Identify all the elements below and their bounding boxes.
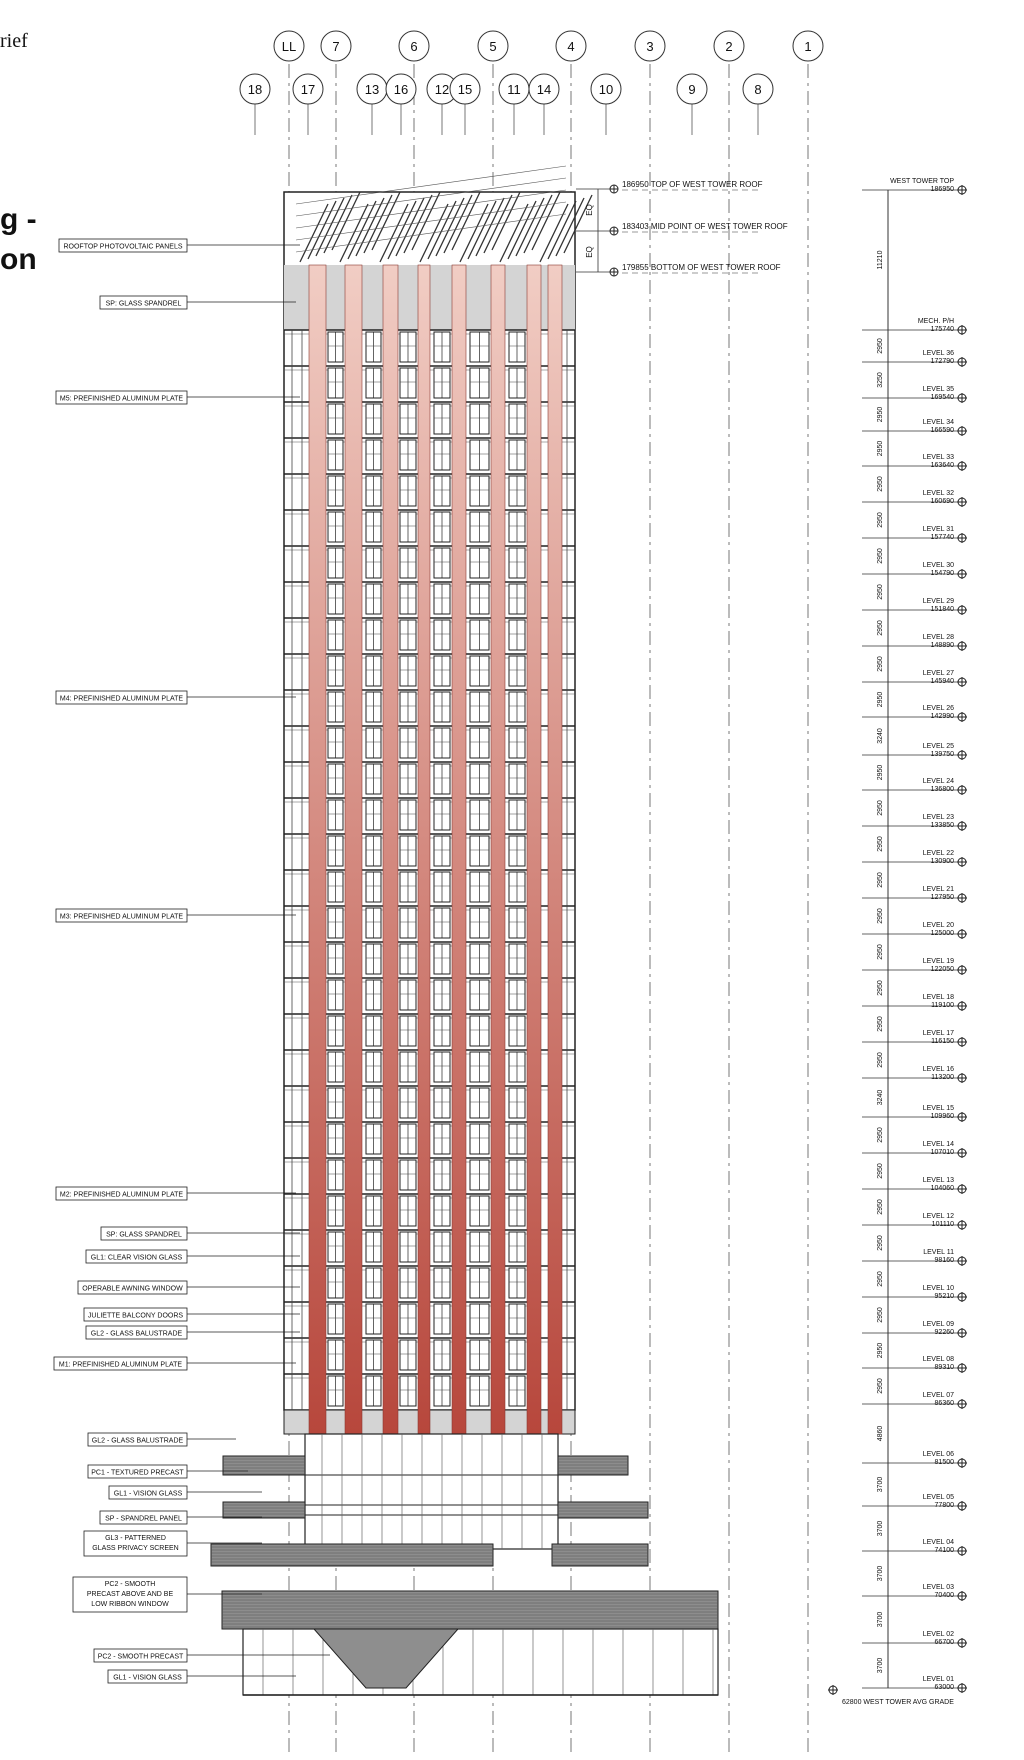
level-elevation: 92260 [934, 1329, 954, 1336]
level-name: LEVEL 31 [922, 526, 954, 533]
level-marker-cross [957, 1328, 967, 1338]
aluminum-fin [345, 265, 362, 1434]
grid-bubble-label: 2 [725, 39, 733, 54]
roof-dim-label: EQ [585, 204, 594, 216]
grid-bubble-label: 5 [489, 39, 497, 54]
material-tag-label: SP: GLASS SPANDREL [105, 300, 182, 308]
level-marker-cross [957, 497, 967, 507]
material-tag-label: M3: PREFINISHED ALUMINUM PLATE [59, 913, 184, 921]
level-dim-label: 2950 [877, 691, 884, 708]
grid-bubble-label: 17 [300, 82, 316, 97]
level-elevation: 125000 [930, 930, 954, 937]
precast-terrace-left [223, 1502, 305, 1518]
level-dim-label: 2950 [877, 406, 884, 423]
level-dim-label: 2950 [877, 1199, 884, 1215]
level-name: LEVEL 09 [922, 1321, 954, 1328]
level-marker-cross [957, 605, 967, 615]
level-name: LEVEL 10 [922, 1285, 954, 1292]
grid-bubble-label: 8 [754, 82, 762, 97]
level-name: LEVEL 18 [922, 994, 954, 1001]
level-marker-cross [957, 929, 967, 939]
level-elevation: 130900 [930, 858, 954, 865]
level-dim-label: 3240 [877, 728, 884, 744]
level-elevation: 109960 [930, 1113, 954, 1120]
level-elevation: 95210 [934, 1293, 954, 1300]
grid-bubble-label: 14 [536, 82, 552, 97]
level-name: LEVEL 07 [922, 1392, 954, 1399]
level-marker-cross [957, 750, 967, 760]
precast-ribbon-band [552, 1544, 648, 1566]
level-elevation: 148890 [930, 642, 954, 649]
level-name: LEVEL 02 [922, 1631, 954, 1638]
level-marker-cross [957, 1148, 967, 1158]
grid-bubble-label: 16 [393, 82, 409, 97]
level-dim-label: 2950 [877, 1016, 884, 1032]
level-name: MECH. P/H [917, 318, 954, 325]
grid-bubble-label: LL [281, 39, 297, 54]
level-name: LEVEL 36 [922, 350, 954, 357]
material-tag-label: GL1 - VISION GLASS [113, 1490, 183, 1498]
level-elevation: 160690 [930, 498, 954, 505]
level-dim-label: 3240 [877, 1089, 884, 1106]
level-marker-cross [957, 1363, 967, 1373]
material-tag-label: ROOFTOP PHOTOVOLTAIC PANELS [63, 243, 183, 251]
level-dim-label: 2950 [877, 620, 884, 636]
level-elevation: 169540 [930, 394, 954, 401]
material-tag-label: M4: PREFINISHED ALUMINUM PLATE [59, 695, 184, 703]
level-dim-label: 2950 [877, 584, 884, 600]
level-marker-cross [957, 461, 967, 471]
level-marker-cross [957, 393, 967, 403]
level-name: LEVEL 21 [922, 886, 954, 893]
level-marker-cross [957, 325, 967, 335]
level-marker-cross [957, 1073, 967, 1083]
level-marker-cross [957, 1638, 967, 1648]
level-elevation: 113200 [931, 1074, 954, 1081]
material-tag-label: PC2 - SMOOTH PRECAST ABOVE AND BE LOW RIBBON WINDOW [86, 1581, 174, 1608]
level-dim-label: 2950 [877, 548, 884, 564]
grid-bubble-label: 3 [646, 39, 654, 54]
level-name: LEVEL 05 [922, 1494, 954, 1501]
level-name: LEVEL 32 [922, 490, 954, 497]
podium-core [305, 1434, 558, 1549]
level-elevation: 186950 [930, 186, 954, 193]
grid-bubble-label: 10 [598, 82, 614, 97]
level-marker-cross [957, 1220, 967, 1230]
level-name: LEVEL 34 [922, 419, 954, 426]
level-name: LEVEL 35 [922, 386, 954, 393]
level-name: LEVEL 08 [922, 1356, 954, 1363]
level-marker-cross [957, 677, 967, 687]
material-tag-label: OPERABLE AWNING WINDOW [82, 1285, 183, 1293]
podium-elevation [211, 1434, 718, 1695]
level-name: LEVEL 26 [922, 705, 954, 712]
level-name: LEVEL 33 [922, 454, 954, 461]
level-marker-cross [957, 533, 967, 543]
level-elevation: 166590 [930, 427, 954, 434]
level-marker-cross [957, 1037, 967, 1047]
level-dim-label: 2950 [877, 476, 884, 492]
level-elevation: 70400 [934, 1592, 954, 1599]
level-dim-label: 2950 [877, 836, 884, 852]
grade-label: 62800 WEST TOWER AVG GRADE [842, 1699, 954, 1706]
header-brief-fragment: rief [0, 30, 28, 52]
level-dim-label: 2950 [877, 800, 884, 816]
level-name: LEVEL 22 [922, 850, 954, 857]
level-dim-label: 3250 [877, 372, 884, 388]
level-dim-label: 3700 [877, 1520, 884, 1537]
level-dim-label: 2950 [877, 1378, 884, 1394]
level-elevation: 154790 [930, 570, 954, 577]
aluminum-fin [418, 265, 430, 1434]
sheet-title-fragment [0, 200, 37, 280]
level-dim-label: 2950 [877, 764, 884, 781]
level-elevation: 89310 [934, 1364, 954, 1371]
level-name: LEVEL 01 [922, 1676, 954, 1683]
level-dim-label: 2950 [877, 440, 884, 457]
level-marker-cross [957, 1256, 967, 1266]
level-marker-cross [957, 185, 967, 195]
level-name: LEVEL 19 [922, 958, 954, 965]
level-marker-cross [957, 1501, 967, 1511]
level-elevation: 63000 [934, 1684, 954, 1691]
material-tag-label: M5: PREFINISHED ALUMINUM PLATE [59, 395, 184, 403]
roof-marker-label: 183403 MID POINT OF WEST TOWER ROOF [622, 222, 788, 231]
level-elevation: 74100 [934, 1547, 954, 1554]
level-elevation: 116150 [931, 1038, 954, 1045]
smooth-precast-canopy [222, 1591, 718, 1629]
aluminum-fin [309, 265, 326, 1434]
level-marker-cross [957, 1001, 967, 1011]
level-dim-label: 11210 [877, 250, 884, 270]
level-dim-label: 2950 [877, 1235, 884, 1251]
level-elevation: 142990 [930, 713, 954, 720]
roof-dim-label: EQ [585, 246, 594, 258]
level-markers [828, 178, 967, 1706]
level-dim-label: 2950 [877, 1127, 884, 1143]
grade-marker-cross [828, 1685, 838, 1695]
material-tag-label: GL2 - GLASS BALUSTRADE [90, 1330, 183, 1338]
level-elevation: 66700 [934, 1639, 954, 1646]
level-name: LEVEL 06 [922, 1451, 954, 1458]
level-name: LEVEL 28 [922, 634, 954, 641]
level-elevation: 157740 [930, 534, 954, 541]
material-tag-label: JULIETTE BALCONY DOORS [87, 1312, 184, 1320]
level-marker-cross [957, 712, 967, 722]
level-marker-cross [957, 641, 967, 651]
level-elevation: 127950 [930, 894, 954, 901]
level-name: WEST TOWER TOP [890, 178, 954, 185]
level-name: LEVEL 24 [922, 778, 954, 785]
roof-marker-label: 186950 TOP OF WEST TOWER ROOF [622, 180, 763, 189]
level-name: LEVEL 27 [922, 670, 954, 677]
material-tag-label: SP - SPANDREL PANEL [105, 1515, 182, 1523]
aluminum-fin [452, 265, 466, 1434]
aluminum-fin [527, 265, 541, 1434]
level-elevation: 175740 [930, 326, 954, 333]
ground-floor-glazing [243, 1629, 718, 1695]
level-name: LEVEL 30 [922, 562, 954, 569]
level-dim-label: 4860 [877, 1425, 884, 1442]
grid-bubble-label: 11 [507, 82, 521, 97]
material-tag-label: M1: PREFINISHED ALUMINUM PLATE [58, 1361, 183, 1369]
level-marker-cross [957, 821, 967, 831]
level-marker-cross [957, 1399, 967, 1409]
material-tag-label: PC1 - TEXTURED PRECAST [91, 1469, 184, 1477]
level-dim-label: 3700 [877, 1476, 884, 1493]
level-dim-label: 2950 [877, 980, 884, 996]
level-name: LEVEL 13 [922, 1177, 954, 1184]
grid-bubble-label: 7 [332, 39, 340, 54]
level-elevation: 145940 [930, 678, 954, 685]
level-marker-cross [957, 1591, 967, 1601]
level-marker-cross [957, 965, 967, 975]
level-dim-label: 2950 [877, 1342, 884, 1359]
roof-elevation-markers [576, 180, 788, 276]
level-dim-label: 2950 [877, 512, 884, 528]
level-elevation: 86360 [934, 1400, 954, 1407]
level-name: LEVEL 25 [922, 743, 954, 750]
level-dim-label: 2950 [877, 908, 884, 924]
level-marker-cross [957, 1112, 967, 1122]
level-name: LEVEL 14 [922, 1141, 954, 1148]
level-dim-label: 3700 [877, 1657, 884, 1674]
level-dim-label: 3700 [877, 1611, 884, 1628]
level-name: LEVEL 29 [922, 598, 954, 605]
level-name: LEVEL 16 [922, 1066, 954, 1073]
roof-marker-label: 179855 BOTTOM OF WEST TOWER ROOF [622, 263, 781, 272]
level-dim-label: 2950 [877, 944, 884, 960]
level-elevation: 122050 [930, 966, 954, 973]
level-elevation: 101110 [931, 1221, 954, 1228]
grid-bubble-label: 15 [457, 82, 473, 97]
grid-bubble-label: 9 [688, 82, 696, 97]
level-marker-cross [957, 357, 967, 367]
level-dim-label: 2950 [877, 1307, 884, 1323]
level-elevation: 136800 [930, 786, 954, 793]
aluminum-fin [548, 265, 562, 1434]
grid-bubble-label: 13 [364, 82, 380, 97]
precast-ribbon-band [211, 1544, 493, 1566]
level-name: LEVEL 03 [922, 1584, 954, 1591]
level-marker-cross [957, 857, 967, 867]
material-tag-label: SP: GLASS SPANDREL [106, 1231, 182, 1239]
level-elevation: 77800 [934, 1502, 954, 1509]
sheet-title-line-1: g - [0, 203, 37, 236]
aluminum-fin [491, 265, 505, 1434]
level-elevation: 133850 [930, 822, 954, 829]
material-tag-label: GL2 - GLASS BALUSTRADE [91, 1437, 184, 1445]
level-dim-label: 2950 [877, 872, 884, 888]
level-name: LEVEL 23 [922, 814, 954, 821]
material-tag-label: GL3 - PATTERNED GLASS PRIVACY SCREEN [92, 1535, 179, 1552]
level-elevation: 104060 [930, 1185, 954, 1192]
level-marker-cross [957, 893, 967, 903]
tower-elevation [284, 166, 592, 1434]
level-dim-label: 2950 [877, 1052, 884, 1068]
level-marker-cross [957, 1458, 967, 1468]
sheet-title-line-2: on [0, 243, 37, 276]
level-name: LEVEL 20 [922, 922, 954, 929]
level-elevation: 107010 [930, 1149, 954, 1156]
level-name: LEVEL 12 [922, 1213, 954, 1220]
level-name: LEVEL 04 [922, 1539, 954, 1546]
level-marker-cross [957, 1292, 967, 1302]
level-marker-cross [957, 1683, 967, 1693]
level-dim-label: 2950 [877, 656, 884, 672]
level-elevation: 139750 [930, 751, 954, 758]
level-marker-cross [957, 1184, 967, 1194]
grid-bubble-label: 12 [434, 82, 450, 97]
grid-bubble-label: 6 [410, 39, 418, 54]
level-dim-label: 2950 [877, 1163, 884, 1179]
level-name: LEVEL 11 [923, 1249, 954, 1256]
level-dim-label: 3700 [877, 1565, 884, 1582]
material-tag-label: M2: PREFINISHED ALUMINUM PLATE [59, 1191, 184, 1199]
material-tag-label: GL1: CLEAR VISION GLASS [90, 1254, 183, 1262]
grid-bubble-label: 4 [567, 39, 575, 54]
level-elevation: 151840 [930, 606, 954, 613]
level-elevation: 119100 [931, 1002, 954, 1009]
level-marker-cross [957, 1546, 967, 1556]
precast-terrace-right [558, 1502, 648, 1518]
level-marker-cross [957, 426, 967, 436]
level-marker-cross [957, 785, 967, 795]
aluminum-fin [383, 265, 398, 1434]
level-name: LEVEL 15 [922, 1105, 954, 1112]
level-name: LEVEL 17 [922, 1030, 954, 1037]
material-tag-label: PC2 - SMOOTH PRECAST [97, 1653, 184, 1661]
level-elevation: 98160 [934, 1257, 954, 1264]
level-dim-label: 2950 [877, 1271, 884, 1287]
level-elevation: 172790 [930, 358, 954, 365]
level-elevation: 81500 [934, 1459, 954, 1466]
level-marker-cross [957, 569, 967, 579]
material-tag-label: GL1 - VISION GLASS [113, 1674, 182, 1682]
grid-bubble-label: 1 [804, 39, 812, 54]
grid-bubble-label: 18 [247, 82, 263, 97]
level-elevation: 163640 [930, 462, 954, 469]
level-dim-label: 2950 [877, 338, 884, 354]
